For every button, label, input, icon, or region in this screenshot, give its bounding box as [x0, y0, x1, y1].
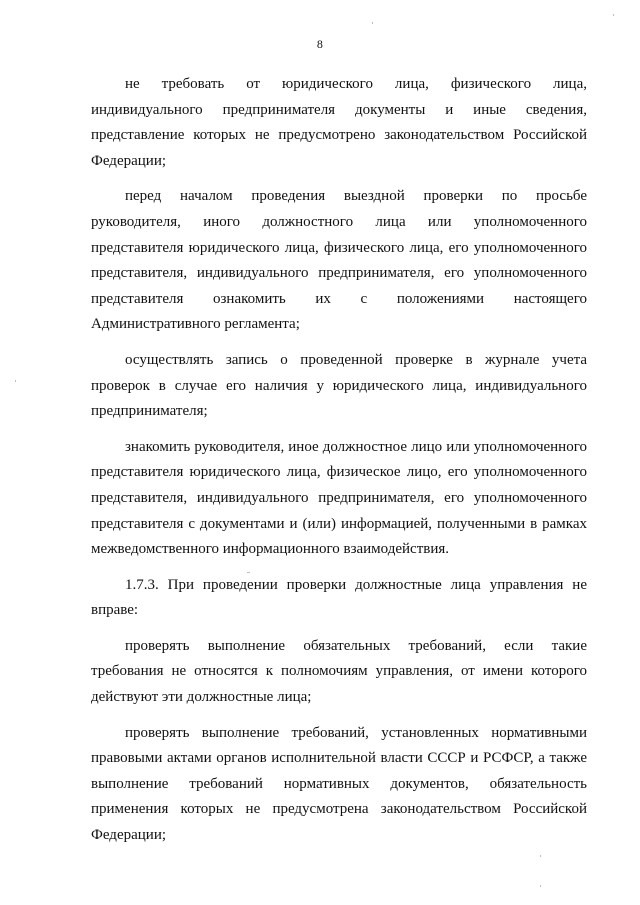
paragraph-section-1-7-3: 1.7.3. При проведении проверки должностные лица управления не вправе: [91, 576, 587, 619]
scan-speck [613, 14, 614, 16]
scan-speck [372, 22, 373, 24]
scan-speck [540, 855, 541, 857]
document-body [91, 72, 587, 859]
paragraph-record-in-journal: осуществлять запись о проведенной проверке в журнале учета проверок в случае его наличия у юридического лица, индивидуального предпринимателя; [91, 351, 587, 420]
scan-speck [247, 572, 250, 573]
paragraph-acquaint-with-regulation: перед началом проведения выездной проверки по просьбе руководителя, иного должностного лица или уполномоченного представителя юридического лица, физического лица, его уполномоченного представителя, индивидуального предпринимателя, его уполномоченного представителя ознакомить их с положениями настоящего Административного регламента; [91, 188, 587, 333]
paragraph-check-ussr-rsfsr-acts: проверять выполнение требований, установленных нормативными правовыми актами органов исполнительной власти СССР и РСФСР, а также выполнение требований нормативных документов, обязательность применения которых не предусмотрена законодательством Российской Федерации; [91, 724, 587, 844]
scan-speck [540, 885, 541, 887]
scan-speck [15, 380, 16, 382]
page-number: 8 [316, 37, 324, 51]
paragraph-check-outside-powers: проверять выполнение обязательных требований, если такие требования не относятся к полномочиям управления, от имени которого действуют эти должностные лица; [91, 637, 587, 706]
paragraph-no-demand-documents: не требовать от юридического лица, физического лица, индивидуального предпринимателя документы и иные сведения, представление которых не предусмотрено законодательством Российской Федерации; [91, 76, 587, 169]
paragraph-acquaint-with-documents: знакомить руководителя, иное должностное лицо или уполномоченного представителя юридического лица, физическое лицо, его уполномоченного представителя, индивидуального предпринимателя, его уполномоченного представителя с документами и (или) информацией, полученными в рамках межведомственного информационного взаимодействия. [91, 438, 587, 558]
